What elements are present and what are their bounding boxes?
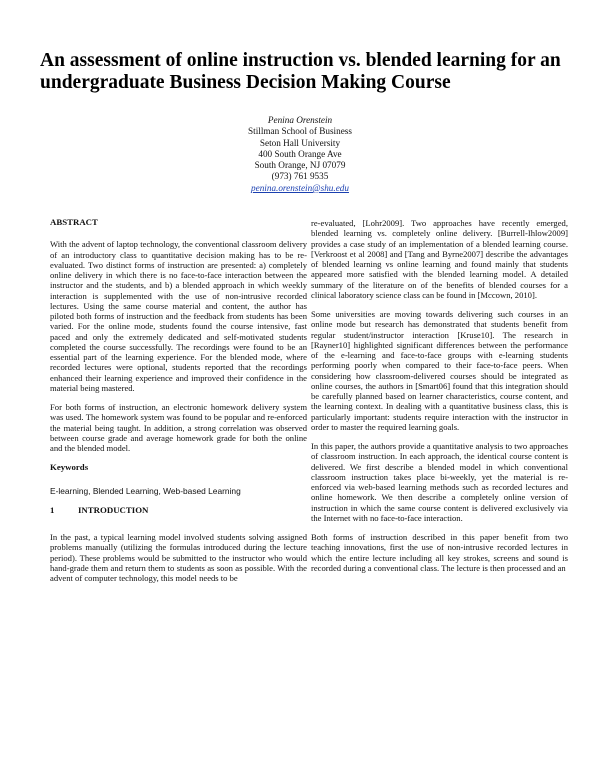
section-title: INTRODUCTION — [78, 504, 149, 515]
body-paragraph-1: re-evaluated, [Lohr2009]. Two approaches have recently emerged, blended learning vs. completely online delivery. [Burrell-Ihlow2009] provides a case study of an implementation of a blended learning course. [Verkroost et al 2008] and [Tang and Byrne2007] describe the advantages of blended learning vs online learning and found mainly that students appeared more satisfied with the blended learning model. A detailed summary of the literature on of the benefits of blended courses for a clinical laboratory science class can be found in [Mccown, 2010]. — [311, 218, 568, 300]
author-street: 400 South Orange Ave — [258, 148, 342, 159]
introduction-heading — [50, 505, 307, 515]
author-city: South Orange, NJ 07079 — [254, 160, 346, 171]
left-column — [50, 217, 307, 592]
body-paragraph-3: In this paper, the authors provide a quantitative analysis to two approaches of classroom instruction. In each approach, the identical course content is delivered. We first describe a blended model in which conventional classroom instruction takes place bi-weekly, yet the material is re-enforced via web-based learning methods such as recorded lectures and online homework. We then describe a completely online version of instruction in which the same course content is delivered exclusively via the Internet with no face-to-face interaction. — [311, 441, 568, 523]
paper-title: An assessment of online instruction vs. blended learning for an undergraduate Business Decision Making Course — [40, 50, 561, 93]
author-block — [150, 115, 450, 194]
abstract-paragraph-2: For both forms of instruction, an electronic homework delivery system was used. The homework system was found to be popular and re-enforced the material being taught. In addition, a strong correlation was observed between course grade and average homework grade for both the online and the blended model. — [50, 402, 307, 453]
body-paragraph-2: Some universities are moving towards delivering such courses in an online mode but research has demonstrated that students benefit from regular student/instructor interaction [Kruse10]. The research in [Rayner10] highlighted significant differences between the performance of the e-learning and face-to-face groups with e-learning students performing poorly when compared to their face-to-face peers. When considering how classroom-delivered courses should be integrated as online courses, the authors in [Smart06] found that this integration should be carefully planned based on learner characteristics, course content, and the learning context. In dealing with a quantitative business class, this is particularly important: students require interaction with the instructor in order to master the required learning goals. — [311, 309, 568, 432]
introduction-paragraph-1: In the past, a typical learning model involved students solving assigned problems manually (utilizing the formulas introduced during the lecture period). These problems would be submitted to the instructor who would hand-grade them and return them to students as soon as possible. With the advent of computer technology, this model needs to be — [50, 532, 307, 583]
author-name: Penina Orenstein — [267, 115, 333, 125]
section-number: 1 — [50, 504, 55, 515]
author-university: Seton Hall University — [259, 137, 341, 148]
author-school: Stillman School of Business — [248, 126, 352, 137]
author-phone: (973) 761 9535 — [271, 171, 329, 182]
keywords-heading: Keywords — [50, 462, 89, 473]
author-email-link[interactable]: penina.orenstein@shu.edu — [251, 182, 349, 193]
abstract-paragraph-1: With the advent of laptop technology, the conventional classroom delivery of an introductory class to quantitative decision making has to be re-evaluated. Two distinct forms of instruction are presented: a) completely online delivery in which there is no face-to-face interaction between the instructor and the students, and b) a blended approach in which weekly interaction is supplemented with the use of non-intrusive recorded lectures. Using the same course material and content, the author has piloted both forms of instruction and the feedback from students has been varied. For the online mode, students found the course intensive, fast paced and only the extremely dedicated and self-motivated students completed the course successfully. The recordings were found to be an essential part of the learning experience. For the blended mode, where recorded lectures were optional, students reported that the recordings enhanced their learning experience and improved their confidence in the material being mastered. — [50, 239, 307, 393]
body-paragraph-4: Both forms of instruction described in this paper benefit from two teaching innovations, first the use of non-intrusive recorded lectures in which the entire lecture including all key strokes, screens and sound is recorded during a conventional class. The lecture is then processed and an — [311, 532, 568, 573]
right-column — [311, 218, 568, 582]
keywords-text: E-learning, Blended Learning, Web-based Learning — [50, 485, 241, 496]
abstract-heading: ABSTRACT — [50, 217, 98, 227]
